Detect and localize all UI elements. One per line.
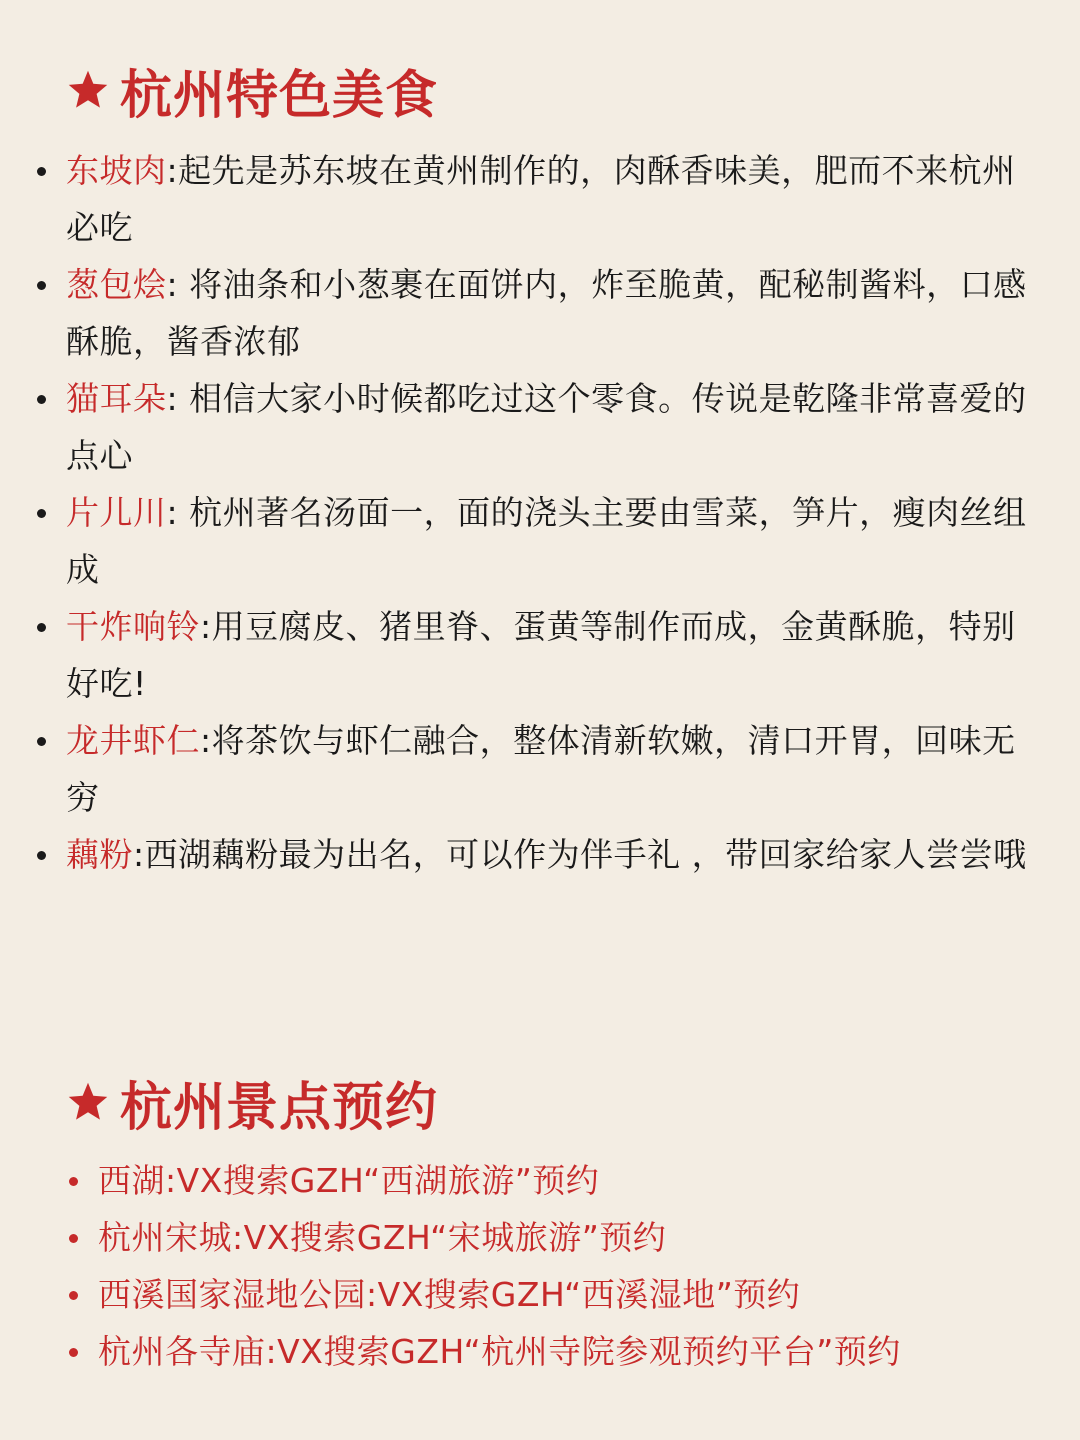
food-desc: :用豆腐皮、猪里脊、蛋黄等制作而成，金黄酥脆，特别好吃! (66, 607, 1016, 703)
food-desc: :西湖藕粉最为出名，可以作为伴手礼 ，带回家给家人尝尝哦 (133, 835, 1027, 874)
spot-item (0, 1323, 1080, 1380)
food-name: 葱包烩 (66, 265, 167, 304)
food-desc: :起先是苏东坡在黄州制作的，肉酥香味美，肥而不来杭州必吃 (66, 151, 1016, 247)
spot-list (0, 1152, 1080, 1380)
spots-section (0, 1064, 1080, 1380)
bullet-icon (37, 623, 46, 632)
bullet-icon (69, 1177, 78, 1186)
food-name: 东坡肉 (66, 151, 167, 190)
food-item (0, 712, 1080, 826)
bullet-icon (69, 1291, 78, 1300)
spot-item (0, 1266, 1080, 1323)
star-icon (66, 1080, 110, 1124)
bullet-icon (37, 851, 46, 860)
spot-text: 西溪国家湿地公园:VX搜索GZH“西溪湿地”预约 (98, 1275, 801, 1314)
bullet-icon (69, 1234, 78, 1243)
food-section-title: 杭州特色美食 (120, 65, 439, 126)
food-name: 藕粉 (66, 835, 133, 874)
bullet-icon (69, 1348, 78, 1357)
food-list (0, 142, 1080, 883)
spot-item (0, 1209, 1080, 1266)
food-name: 龙井虾仁 (66, 721, 200, 760)
food-item (0, 370, 1080, 484)
food-name: 干炸响铃 (66, 607, 200, 646)
bullet-icon (37, 737, 46, 746)
food-desc: : 相信大家小时候都吃过这个零食。传说是乾隆非常喜爱的点心 (66, 379, 1027, 475)
bullet-icon (37, 167, 46, 176)
food-section (0, 52, 1080, 883)
food-name: 猫耳朵 (66, 379, 167, 418)
food-item (0, 826, 1080, 883)
food-item (0, 142, 1080, 256)
food-desc: :将茶饮与虾仁融合，整体清新软嫩，清口开胃，回味无穷 (66, 721, 1016, 817)
food-item (0, 598, 1080, 712)
food-desc: : 将油条和小葱裹在面饼内，炸至脆黄，配秘制酱料，口感酥脆，酱香浓郁 (66, 265, 1027, 361)
food-item (0, 484, 1080, 598)
bullet-icon (37, 281, 46, 290)
spot-text: 杭州各寺庙:VX搜索GZH“杭州寺院参观预约平台”预约 (98, 1332, 901, 1371)
food-name: 片儿川 (66, 493, 167, 532)
food-desc: : 杭州著名汤面一，面的浇头主要由雪菜，笋片，瘦肉丝组成 (66, 493, 1027, 589)
spots-heading (66, 1064, 1080, 1140)
spot-text: 杭州宋城:VX搜索GZH“宋城旅游”预约 (98, 1218, 667, 1257)
spot-item (0, 1152, 1080, 1209)
food-item (0, 256, 1080, 370)
food-heading (66, 52, 1080, 128)
spot-text: 西湖:VX搜索GZH“西湖旅游”预约 (98, 1161, 600, 1200)
star-icon (66, 68, 110, 112)
bullet-icon (37, 395, 46, 404)
spots-section-title: 杭州景点预约 (120, 1077, 439, 1138)
bullet-icon (37, 509, 46, 518)
